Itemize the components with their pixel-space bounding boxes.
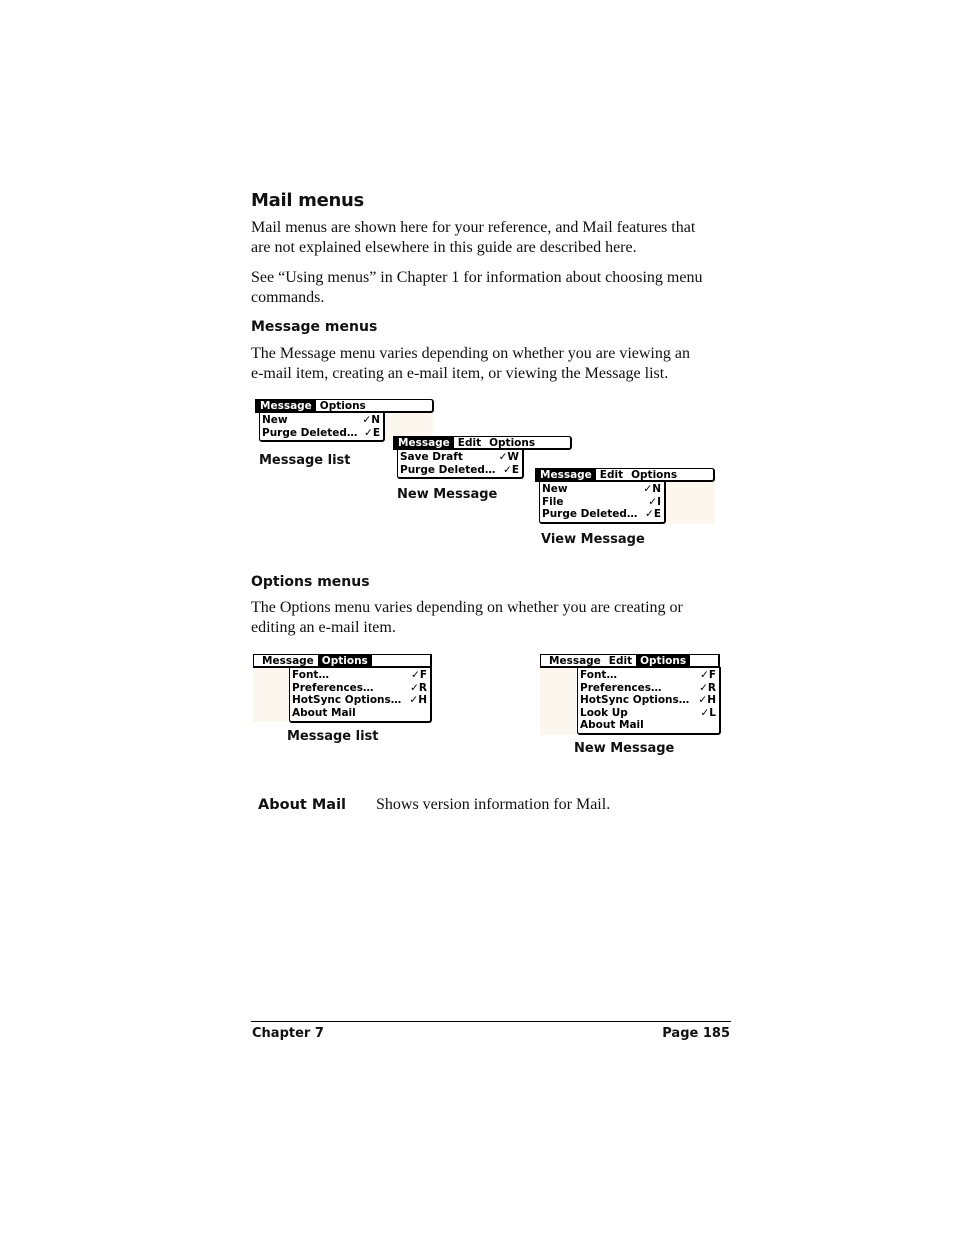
message-menu-view-screenshot	[535, 468, 717, 524]
footer-chapter: Chapter 7	[252, 1026, 324, 1041]
caption-options-new-message: New Message	[574, 741, 675, 756]
message-dropdown	[539, 481, 666, 524]
message-menus-description: The Message menu varies depending on whether you are viewing an e-mail item, creating an e-mail item, or viewing the Message list.	[251, 345, 690, 382]
menu-bar-options: Options	[636, 655, 690, 667]
menu-item-new: New ✓N	[262, 414, 380, 426]
options-menus-description: The Options menu varies depending on whether you are creating or editing an e-mail item.	[251, 599, 683, 636]
menu-item-about-mail: About Mail	[292, 706, 356, 719]
menu-bar	[540, 654, 720, 668]
options-dropdown	[289, 667, 432, 723]
menu-item-hotsync-options: HotSync Options… ✓H	[292, 694, 427, 706]
menu-bar-message: Message	[256, 400, 316, 412]
menu-bar-options: Options	[319, 400, 366, 412]
about-mail-definition: Shows version information for Mail.	[376, 796, 611, 813]
page-title: Mail menus	[251, 190, 364, 211]
menu-item-save-draft: Save Draft ✓W	[400, 451, 519, 463]
menu-item-font: Font… ✓F	[580, 669, 716, 681]
menu-item-file: File ✓I	[542, 495, 661, 508]
options-menus-heading: Options menus	[251, 574, 370, 590]
menu-item-purge-deleted: Purge Deleted… ✓E	[400, 463, 519, 476]
menu-item-new: New ✓N	[542, 483, 661, 495]
menu-item-preferences: Preferences… ✓R	[580, 681, 716, 694]
menu-bar	[393, 436, 572, 450]
menu-item-hotsync-options: HotSync Options… ✓H	[580, 694, 716, 706]
menu-item-font: Font… ✓F	[292, 669, 427, 681]
menu-bar-message: Message	[536, 469, 596, 481]
about-mail-term: About Mail	[258, 797, 347, 813]
menu-bar-options: Options	[489, 437, 536, 449]
intro-paragraph-1: Mail menus are shown here for your reference, and Mail features that are not explained elsewhere in this guide are described here.	[251, 219, 696, 256]
menu-bar-edit: Edit	[457, 437, 482, 449]
caption-new-message: New Message	[397, 487, 498, 502]
menu-item-preferences: Preferences… ✓R	[292, 681, 427, 694]
menu-item-purge-deleted: Purge Deleted… ✓E	[542, 508, 661, 520]
menu-bar	[255, 399, 434, 413]
menu-bar-edit: Edit	[599, 469, 624, 481]
options-dropdown	[577, 667, 721, 735]
menu-bar-options: Options	[318, 655, 372, 667]
options-menu-list-screenshot	[253, 654, 433, 724]
caption-message-list: Message list	[259, 453, 351, 468]
intro-paragraph-2: See “Using menus” in Chapter 1 for information about choosing menu commands.	[251, 269, 703, 306]
options-menu-new-screenshot	[540, 654, 722, 736]
footer-rule	[251, 1021, 731, 1022]
message-dropdown	[397, 449, 524, 479]
caption-options-message-list: Message list	[287, 729, 379, 744]
menu-bar-edit: Edit	[608, 655, 633, 667]
message-dropdown	[259, 412, 385, 442]
menu-item-look-up: Look Up ✓L	[580, 706, 716, 719]
menu-bar	[253, 654, 432, 668]
menu-bar-message: Message	[549, 655, 601, 667]
message-menus-heading: Message menus	[251, 319, 378, 335]
menu-bar-message: Message	[394, 437, 454, 449]
menu-item-purge-deleted: Purge Deleted… ✓E	[262, 426, 380, 439]
footer-page-number: Page 185	[662, 1026, 730, 1041]
menu-bar-options: Options	[631, 469, 678, 481]
menu-bar	[535, 468, 715, 482]
caption-view-message: View Message	[541, 532, 645, 547]
menu-bar-message: Message	[262, 655, 314, 667]
menu-item-about-mail: About Mail	[580, 719, 644, 731]
